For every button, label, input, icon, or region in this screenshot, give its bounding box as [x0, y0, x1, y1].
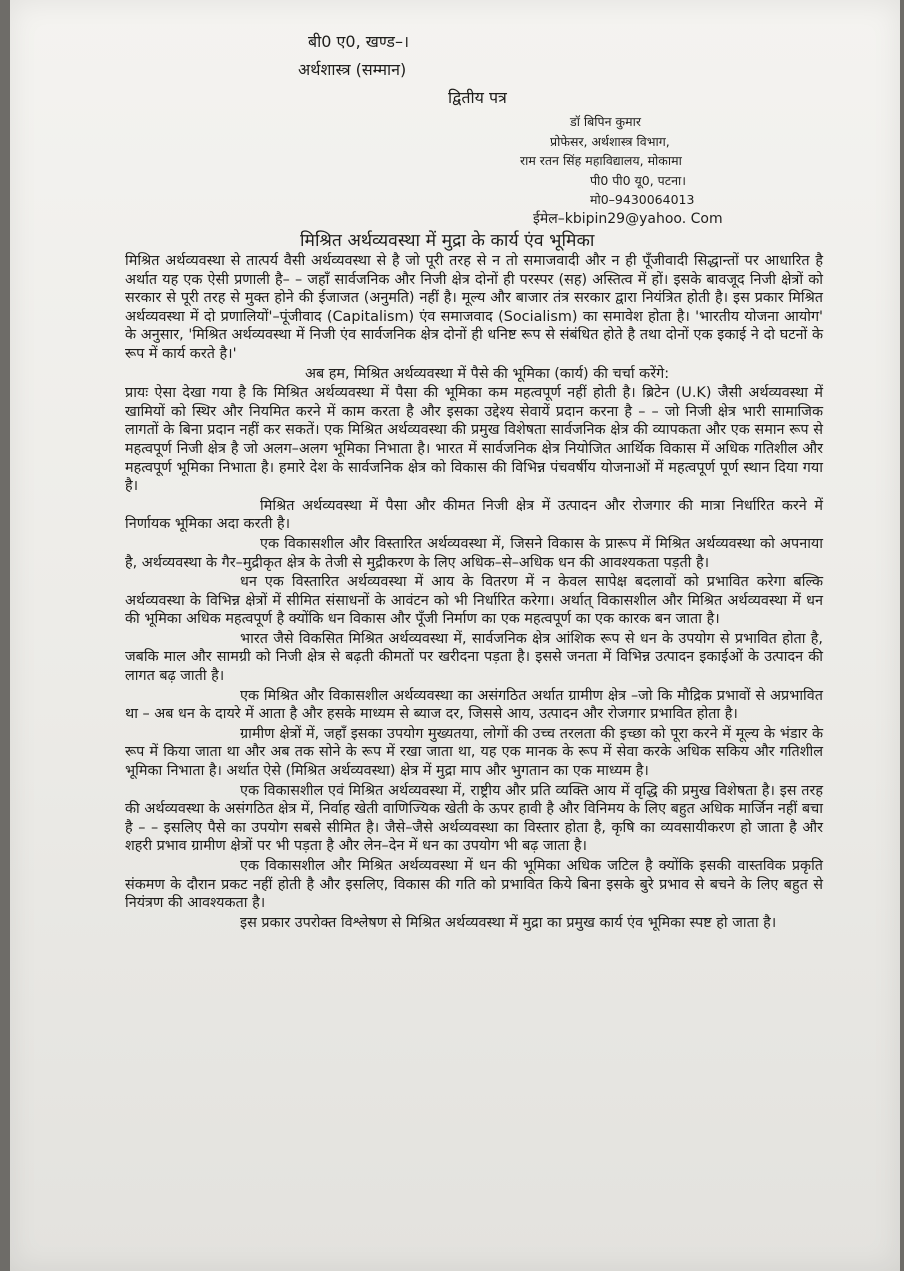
- author-designation: प्रोफेसर, अर्थशास्त्र विभाग,: [550, 133, 670, 149]
- document-body: [125, 252, 823, 933]
- author-mobile: मो0–9430064013: [590, 192, 695, 207]
- paragraph: इस प्रकार उपरोक्त विश्लेषण से मिश्रित अर्थव्यवस्था में मुद्रा का प्रमुख कार्य एंव भूमिका स्पष्ट हो जाता है।: [240, 914, 777, 931]
- paragraph: ग्रामीण क्षेत्रों में, जहाँ इसका उपयोग मुख्यतया, लोगों की उच्च तरलता की इच्छा को पूरा करने में मूल्य के भंडार के रूप में किया जाता था और अब तक सोने के रूप में रखा जाता था, यह एक मानक के रूप में सेवा करके अधिक सकिय और गतिशील भूमिका निभाता है। अर्थात ऐसे (मिश्रित अर्थव्यवस्था) क्षेत्र में मुद्रा माप और भुगतान का एक माध्यम है।: [125, 725, 823, 780]
- author-name: डॉ बिपिन कुमार: [570, 114, 641, 129]
- paragraph: मिश्रित अर्थव्यवस्था में पैसा और कीमत निजी क्षेत्र में उत्पादन और रोजगार की मात्रा निर्धारित करने में निर्णायक भूमिका अदा करती है।: [125, 497, 823, 533]
- subject-line: अर्थशास्त्र (सम्मान): [298, 60, 407, 79]
- paragraph: धन एक विस्तारित अर्थव्यवस्था में आय के वितरण में न केवल सापेक्ष बदलावों को प्रभावित करेगा बल्कि अर्थव्यवस्था के विभिन्न क्षेत्रों में सीमित संसाधनों के आवंटन को भी निर्धारित करेगा। अर्थात् विकासशील और मिश्रित अर्थव्यवस्था में धन की भूमिका अधिक महत्वपूर्ण है क्योंकि धन विकास और पूँजी निर्माण का एक महत्वपूर्ण का एक कारक बन जाता है।: [125, 574, 823, 628]
- course-line: बी0 ए0, खण्ड–।: [308, 32, 410, 51]
- paragraph: एक विकासशील एवं मिश्रित अर्थव्यवस्था में, राष्ट्रीय और प्रति व्यक्ति आय में वृद्धि की प्रमुख विशेषता है। इस तरह की अर्थव्यवस्था के असंगठित क्षेत्र में, निर्वाह खेती वाणिज्यिक खेती के ऊपर हावी है और विनिमय के लिए बहुत अधिक मार्जिन नहीं बचा है – – इसलिए पैसे का उपयोग सबसे सीमित है। जैसे–जैसे अर्थव्यवस्था का विस्तार होता है, कृषि का व्यवसायीकरण हो जाता है और शहरी प्रभाव ग्रामीण क्षेत्रों पर भी पड़ता है और लेन–देन में धन का उपयोग भी बढ़ जाता है।: [125, 782, 823, 855]
- author-email: ईमेल–kbipin29@yahoo. Com: [533, 210, 723, 227]
- paper-line: द्वितीय पत्र: [448, 88, 507, 107]
- paragraph: एक मिश्रित और विकासशील अर्थव्यवस्था का असंगठित अर्थात ग्रामीण क्षेत्र –जो कि मौद्रिक प्रभावों से अप्रभावित था – अब धन के दायरे में आता है और हसके माध्यम से ब्याज दर, जिससे आय, उत्पादन और रोजगार प्रभावित होता है।: [125, 687, 823, 723]
- paragraph: भारत जैसे विकसित मिश्रित अर्थव्यवस्था में, सार्वजनिक क्षेत्र आंशिक रूप से धन के उपयोग से प्रभावित होता है, जबकि माल और सामग्री को निजी क्षेत्र से बढ़ती कीमतों पर खरीदना पड़ता है। इससे जनता में विभिन्न उत्पादन इकाईओं के उत्पादन की लागत बढ़ जाती है।: [125, 630, 823, 685]
- paragraph: अब हम, मिश्रित अर्थव्यवस्था में पैसे की भूमिका (कार्य) की चर्चा करेंगे:: [305, 365, 670, 382]
- paragraph: एक विकासशील और विस्तारित अर्थव्यवस्था में, जिसने विकास के प्रारूप में मिश्रित अर्थव्यवस्था को अपनाया है, अर्थव्यवस्था के गैर–मुद्रीकृत क्षेत्र के तेजी से मुद्रीकरण के लिए अधिक–से–अधिक धन की आवश्यकता पड़ती है।: [125, 535, 823, 571]
- document-title: मिश्रित अर्थव्यवस्था में मुद्रा के कार्य एंव भूमिका: [300, 231, 595, 251]
- author-college: राम रतन सिंह महाविद्यालय, मोकामा: [520, 153, 682, 168]
- author-university: पी0 पी0 यू0, पटना।: [590, 172, 686, 188]
- author-block: [520, 112, 723, 229]
- document-page: [10, 0, 900, 1271]
- paragraph: मिश्रित अर्थव्यवस्था से तात्पर्य वैसी अर्थव्यवस्था से है जो पूरी तरह से न तो समाजवादी और न ही पूँजीवादी सिद्धान्तों पर आधारित है अर्थात यह एक ऐसी प्रणाली है– – जहाँ सार्वजनिक और निजी क्षेत्र दोनों ही परस्पर (सह) अस्तित्व में हों। इसके बावजूद निजी क्षेत्रों को सरकार से पूरी तरह से मुक्त होने की ईजाजत (अनुमति) नहीं है। मूल्य और बाजार तंत्र सरकार द्वारा नियंत्रित होती है। इस प्रकार मिश्रित अर्थव्यवस्था में दो प्रणालियों'–पूंजीवाद (Capitalism) एंव समाजवाद (Socialism) का समावेश होता है। 'भारतीय योजना आयोग' के अनुसार, 'मिश्रित अर्थव्यवस्था में निजी एंव सार्वजनिक क्षेत्र दोनों ही धनिष्ट रूप से संबंधित होते है तथा दोनों एक इकाई ने दो घटनों के रूप में कार्य करते है।': [125, 253, 823, 362]
- paragraph: एक विकासशील और मिश्रित अर्थव्यवस्था में धन की भूमिका अधिक जटिल है क्योंकि इसकी वास्तविक प्रकृति संकमण के दौरान प्रकट नहीं होती है और इसलिए, विकास की गति को प्रभावित किये बिना इसके बुरे प्रभाव से बचने के लिए बहुत से नियंत्रण की आवश्यकता है।: [125, 858, 823, 912]
- paragraph: प्रायः ऐसा देखा गया है कि मिश्रित अर्थव्यवस्था में पैसा की भूमिका कम महत्वपूर्ण नहीं होती है। ब्रिटेन (U.K) जैसी अर्थव्यवस्था में खामियों को स्थिर और नियमित करने में काम करता है और इसका उद्देश्य सेवायें प्रदान करना है – – जो निजी क्षेत्र भारी सामाजिक लागतों के बिना प्रदान नहीं कर सकतें। एक मिश्रित अर्थव्यवस्था की प्रमुख विशेषता सार्वजनिक क्षेत्र की व्यापकता और एक समान रूप से महत्वपूर्ण निजी क्षेत्र है जो अलग–अलग भूमिका निभाता है। भारत में सार्वजनिक क्षेत्र नियोजित आर्थिक विकास में अधिक गतिशील और महत्वपूर्ण भूमिका निभाता है। हमारे देश के सार्वजनिक क्षेत्र को विकास की विभिन्न पंचवर्षीय योजनाओं में महत्वपूर्ण पूर्ण स्थान दिया गया है।: [125, 385, 823, 495]
